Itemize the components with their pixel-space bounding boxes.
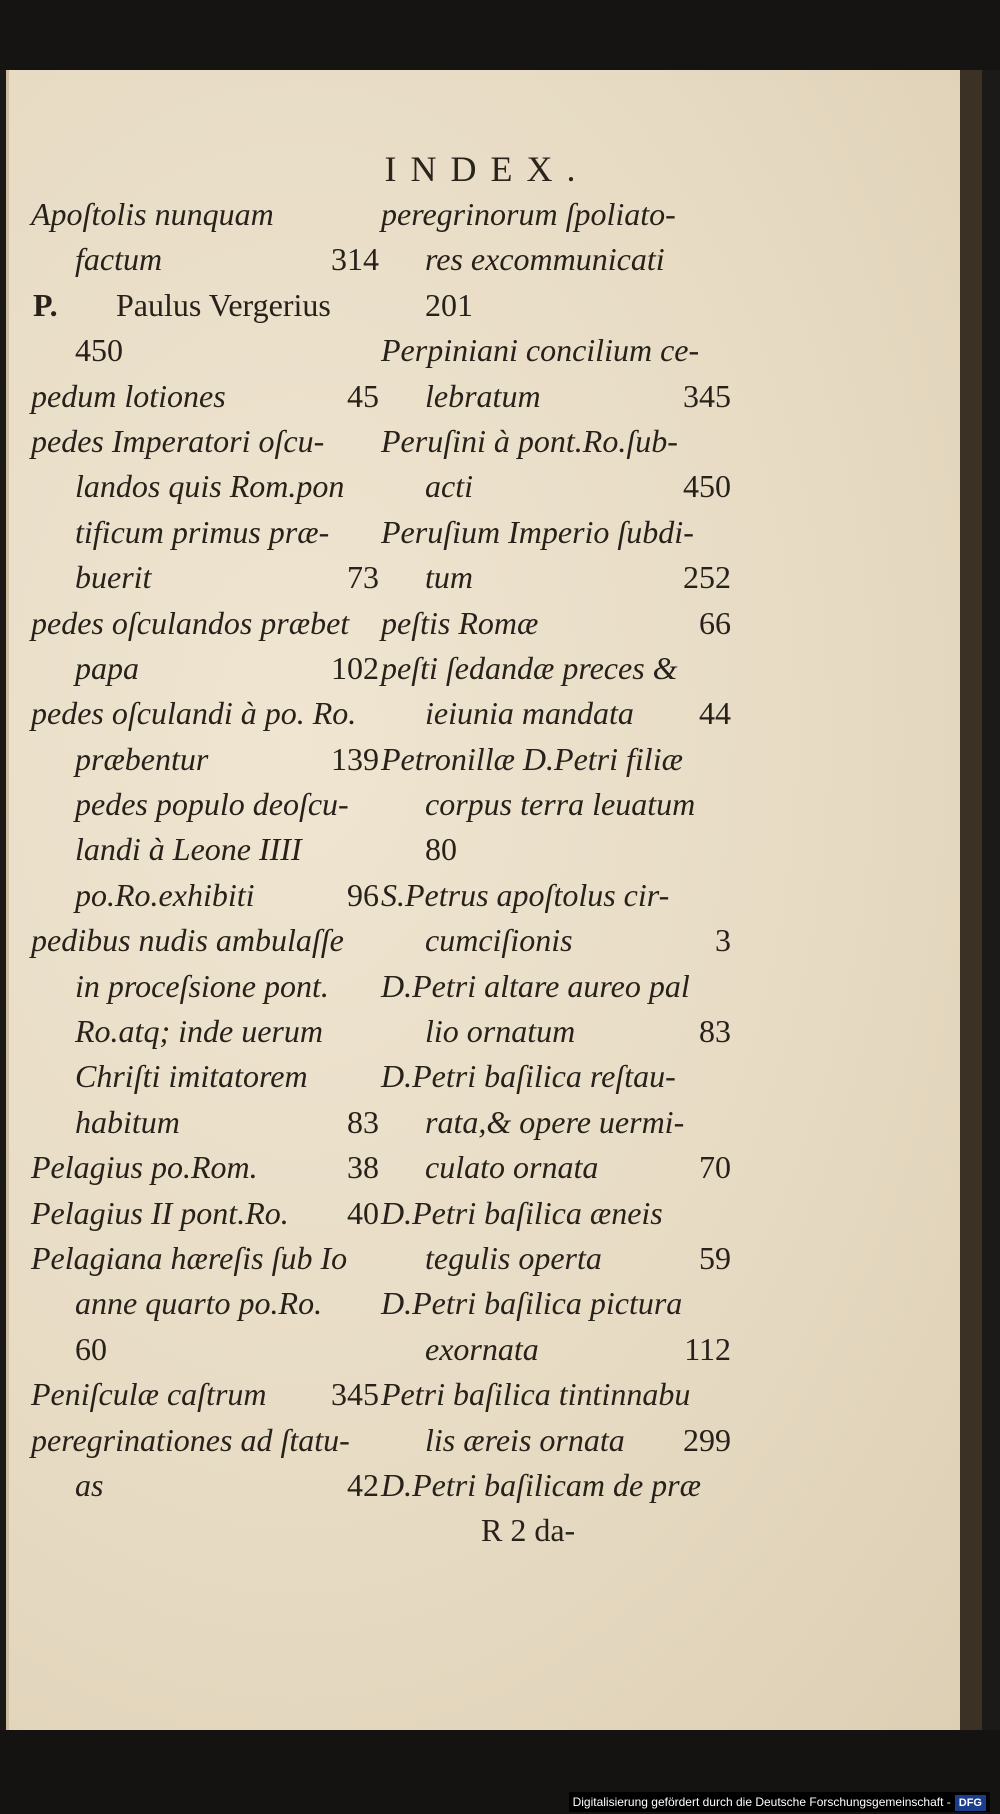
index-entry: [31, 555, 379, 600]
index-entry: [381, 873, 731, 918]
page-reference: 299: [683, 1421, 731, 1458]
index-entry: [381, 1100, 731, 1145]
page-reference: 252: [683, 559, 731, 596]
index-entry: [31, 192, 379, 237]
page-reference: 83: [699, 1013, 731, 1050]
page-reference: 70: [699, 1149, 731, 1186]
entry-text: cumciſionis: [425, 922, 573, 959]
index-entry: [381, 1009, 731, 1054]
index-entry: [381, 1372, 731, 1417]
index-entry: [31, 283, 379, 328]
entry-text: pedes oſculandi à po. Ro.: [31, 695, 357, 732]
page-reference: 3: [715, 922, 731, 959]
credit-text: Digitalisierung gefördert durch die Deutsche Forschungsgemeinschaft -: [572, 1795, 951, 1809]
page-reference: 73: [347, 559, 379, 596]
page-reference: 59: [699, 1239, 731, 1276]
scan-backdrop-top: [0, 0, 1000, 70]
index-entry: [31, 1372, 379, 1417]
index-entry: [381, 918, 731, 963]
entry-text: Pelagius II pont.Ro.: [31, 1194, 289, 1231]
entry-text: habitum: [75, 1103, 180, 1140]
entry-text: buerit: [75, 559, 152, 596]
entry-text: D.Petri baſilicam de præ: [381, 1466, 701, 1503]
index-entry: [31, 510, 379, 555]
index-entry: [381, 646, 731, 691]
page-reference: 102: [331, 649, 379, 686]
page-reference: 38: [347, 1149, 379, 1186]
entry-text: tegulis operta: [425, 1239, 602, 1276]
entry-text: as: [75, 1466, 104, 1503]
index-entry: [381, 419, 731, 464]
page-reference: 314: [331, 241, 379, 278]
index-entry: [31, 1463, 379, 1508]
entry-text: pedes populo deoſcu-: [75, 786, 349, 823]
entry-text: D.Petri baſilica pictura: [381, 1285, 683, 1322]
entry-text: Apoſtolis nunquam: [31, 196, 274, 232]
index-entry: [381, 782, 731, 827]
entry-text: pedes oſculandos præbet: [31, 604, 350, 641]
entry-text: Pelagius po.Rom.: [31, 1149, 258, 1186]
page-reference: 80: [425, 831, 457, 868]
index-entry: [381, 964, 731, 1009]
entry-text: Peruſini à pont.Ro.ſub-: [381, 422, 678, 459]
entry-text: D.Petri altare aureo pal: [381, 967, 690, 1004]
entry-text: culato ornata: [425, 1149, 599, 1186]
page-reference: 345: [331, 1376, 379, 1413]
index-entry: [381, 1327, 731, 1372]
page-reference: 450: [683, 468, 731, 505]
page-edge: [960, 70, 982, 1730]
page-reference: 60: [75, 1330, 107, 1367]
page-reference: 450: [75, 332, 123, 369]
entry-text: exornata: [425, 1330, 539, 1367]
index-entry: [381, 374, 731, 419]
page-reference: 44: [699, 695, 731, 732]
entry-text: peregrinorum ſpoliato-: [381, 196, 676, 232]
index-entry: [381, 691, 731, 736]
entry-text: Perpiniani concilium ce-: [381, 332, 700, 369]
dfg-logo-badge: DFG: [955, 1795, 986, 1811]
index-entry: [381, 1236, 731, 1281]
index-entry: [381, 1191, 731, 1236]
index-entry: [381, 737, 731, 782]
entry-text: peſtis Romæ: [381, 604, 539, 641]
entry-text: Chriſti imitatorem: [75, 1058, 308, 1095]
index-entry: [31, 419, 379, 464]
index-entry: [381, 283, 731, 328]
index-entry: [31, 601, 379, 646]
entry-text: lis æreis ornata: [425, 1421, 625, 1458]
index-entry: [31, 827, 379, 872]
scan-footer: [0, 1730, 1000, 1814]
entry-text: peſti ſedandæ preces &: [381, 649, 678, 686]
entry-text: Peruſium Imperio ſubdi-: [381, 513, 694, 550]
index-entry: [381, 827, 731, 872]
entry-text: pedibus nudis ambulaſſe: [31, 922, 344, 959]
index-entry: [381, 555, 731, 600]
index-entry: [31, 1327, 379, 1372]
entry-text: S.Petrus apoſtolus cir-: [381, 876, 670, 913]
page-reference: 42: [347, 1466, 379, 1503]
entry-text: lebratum: [425, 377, 541, 414]
entry-text: Pelagiana hæreſis ſub Io: [31, 1239, 348, 1276]
index-entry: [31, 374, 379, 419]
index-entry: [381, 1281, 731, 1326]
entry-text: Petronillæ D.Petri filiæ: [381, 740, 683, 777]
index-entry: [31, 464, 379, 509]
funding-credit: [569, 1792, 990, 1812]
index-column-left: [31, 192, 379, 1508]
index-entry: [31, 918, 379, 963]
index-entry: [31, 782, 379, 827]
index-entry: [381, 1463, 731, 1508]
entry-text: Paulus Vergerius: [116, 286, 331, 323]
index-entry: [31, 964, 379, 1009]
entry-text: po.Ro.exhibiti: [75, 876, 255, 913]
index-entry: [31, 328, 379, 373]
page-header: INDEX.: [384, 149, 590, 189]
entry-text: Ro.atq; inde uerum: [75, 1013, 323, 1050]
page-reference: 83: [347, 1103, 379, 1140]
index-entry: [31, 1054, 379, 1099]
index-entry: [381, 601, 731, 646]
index-entry: [31, 737, 379, 782]
index-entry: [381, 1145, 731, 1190]
index-entry: [31, 1191, 379, 1236]
section-letter: P.: [33, 286, 58, 323]
entry-text: præbentur: [75, 740, 209, 777]
index-entry: [381, 1054, 731, 1099]
book-page: [6, 70, 965, 1730]
entry-text: D.Petri baſilica æneis: [381, 1194, 663, 1231]
index-entry: [381, 328, 731, 373]
page-reference: 66: [699, 604, 731, 641]
index-entry: [31, 1145, 379, 1190]
index-entry: [381, 510, 731, 555]
entry-text: pedes Imperatori oſcu-: [31, 422, 325, 459]
index-column-right: [381, 192, 731, 1554]
entry-text: D.Petri baſilica reſtau-: [381, 1058, 676, 1095]
index-entry: [31, 646, 379, 691]
page-reference: 45: [347, 377, 379, 414]
entry-text: tum: [425, 559, 473, 596]
entry-text: ieiunia mandata: [425, 695, 634, 732]
page-reference: 96: [347, 876, 379, 913]
page-reference: 40: [347, 1194, 379, 1231]
index-entry: [31, 1236, 379, 1281]
entry-text: res excommunicati: [425, 241, 665, 278]
page-reference: 139: [331, 740, 379, 777]
entry-text: in proceſsione pont.: [75, 967, 329, 1004]
signature-mark: R 2 da-: [481, 1512, 576, 1549]
entry-text: lio ornatum: [425, 1013, 576, 1050]
index-entry: [31, 237, 379, 282]
index-entry: [381, 1418, 731, 1463]
index-entry: [31, 1281, 379, 1326]
entry-text: acti: [425, 468, 473, 505]
entry-text: rata,& opere uermi-: [425, 1103, 685, 1140]
entry-text: Petri baſilica tintinnabu: [381, 1376, 691, 1413]
index-entry: [381, 192, 731, 237]
index-entry: [381, 237, 731, 282]
index-entry: [31, 873, 379, 918]
entry-text: landi à Leone IIII: [75, 831, 302, 868]
entry-text: factum: [75, 241, 163, 278]
index-entry: [31, 691, 379, 736]
entry-text: peregrinationes ad ſtatu-: [31, 1421, 350, 1458]
index-entry: [381, 464, 731, 509]
index-entry: [31, 1418, 379, 1463]
entry-text: Peniſculæ caſtrum: [31, 1376, 267, 1413]
index-entry: [381, 1508, 731, 1553]
entry-text: landos quis Rom.pon: [75, 468, 345, 505]
index-entry: [31, 1100, 379, 1145]
entry-text: anne quarto po.Ro.: [75, 1285, 323, 1322]
entry-text: tificum primus præ-: [75, 513, 330, 550]
index-entry: [31, 1009, 379, 1054]
page-reference: 112: [684, 1330, 731, 1367]
page-reference: 201: [425, 286, 473, 323]
entry-text: pedum lotiones: [31, 377, 226, 414]
entry-text: corpus terra leuatum: [425, 786, 696, 823]
entry-text: papa: [75, 649, 139, 686]
page-reference: 345: [683, 377, 731, 414]
